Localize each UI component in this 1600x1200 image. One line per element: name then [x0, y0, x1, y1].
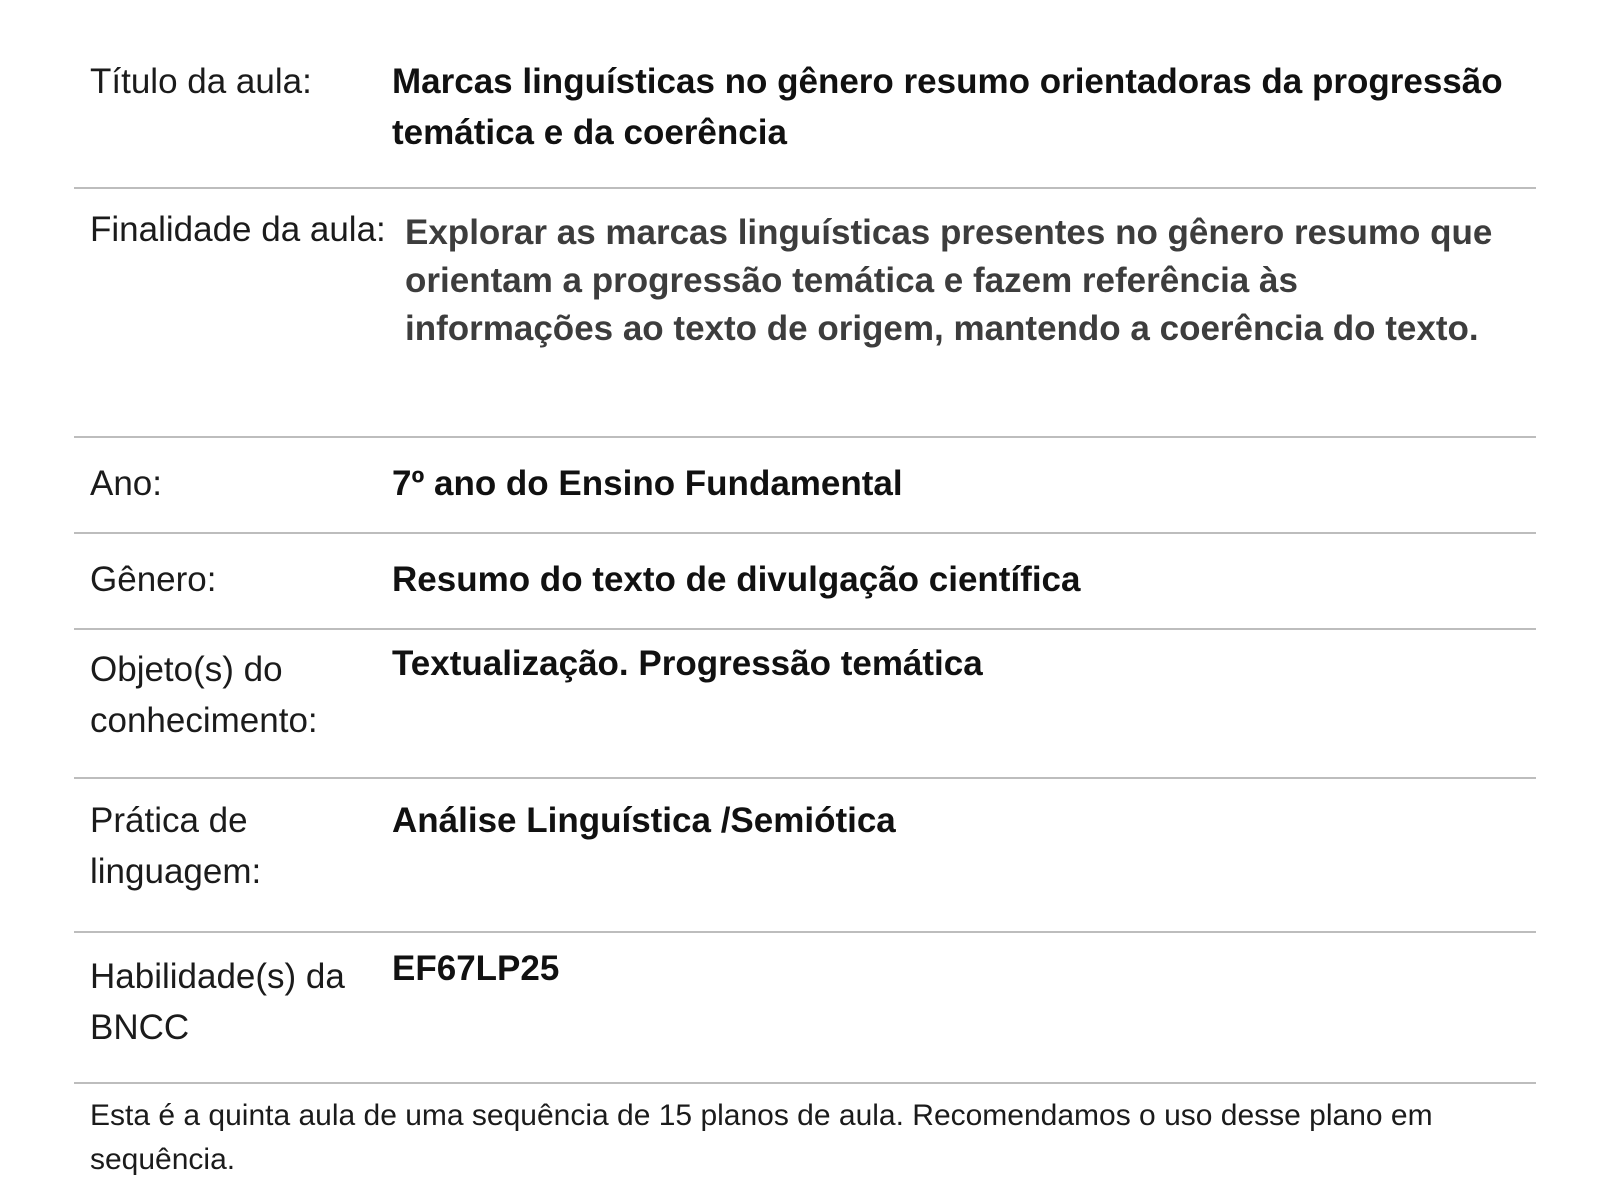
knowledge-object-value: Textualização. Progressão temática	[392, 644, 983, 683]
lesson-plan-table	[74, 44, 1536, 1182]
knowledge-object-label: Objeto(s) do conhecimento:	[90, 650, 318, 740]
row-genre	[74, 534, 1536, 630]
row-knowledge-object	[74, 630, 1536, 779]
genre-label: Gênero:	[90, 560, 217, 599]
language-practice-label: Prática de linguagem:	[90, 801, 262, 891]
row-year	[74, 438, 1536, 534]
sequence-note: Esta é a quinta aula de uma sequência de 15 planos de aula. Recomendamos o uso desse plano em sequência.	[90, 1099, 1433, 1176]
bncc-skills-value: EF67LP25	[392, 949, 560, 988]
genre-value: Resumo do texto de divulgação científica	[392, 560, 1081, 599]
row-title	[74, 44, 1536, 189]
purpose-label: Finalidade da aula:	[90, 210, 386, 249]
row-language-practice	[74, 779, 1536, 933]
year-value: 7º ano do Ensino Fundamental	[392, 464, 903, 503]
purpose-value: Explorar as marcas linguísticas presentes no gênero resumo que orientam a progressão temática e fazem referência às informações ao texto de origem, mantendo a coerência do texto.	[405, 213, 1493, 348]
title-value: Marcas linguísticas no gênero resumo orientadoras da progressão temática e da coerência	[392, 62, 1503, 152]
title-label: Título da aula:	[90, 62, 312, 101]
year-label: Ano:	[90, 464, 162, 503]
language-practice-value: Análise Linguística /Semiótica	[392, 801, 896, 840]
row-purpose	[74, 189, 1536, 438]
row-bncc-skills	[74, 933, 1536, 1084]
bncc-skills-label: Habilidade(s) da BNCC	[90, 957, 345, 1047]
